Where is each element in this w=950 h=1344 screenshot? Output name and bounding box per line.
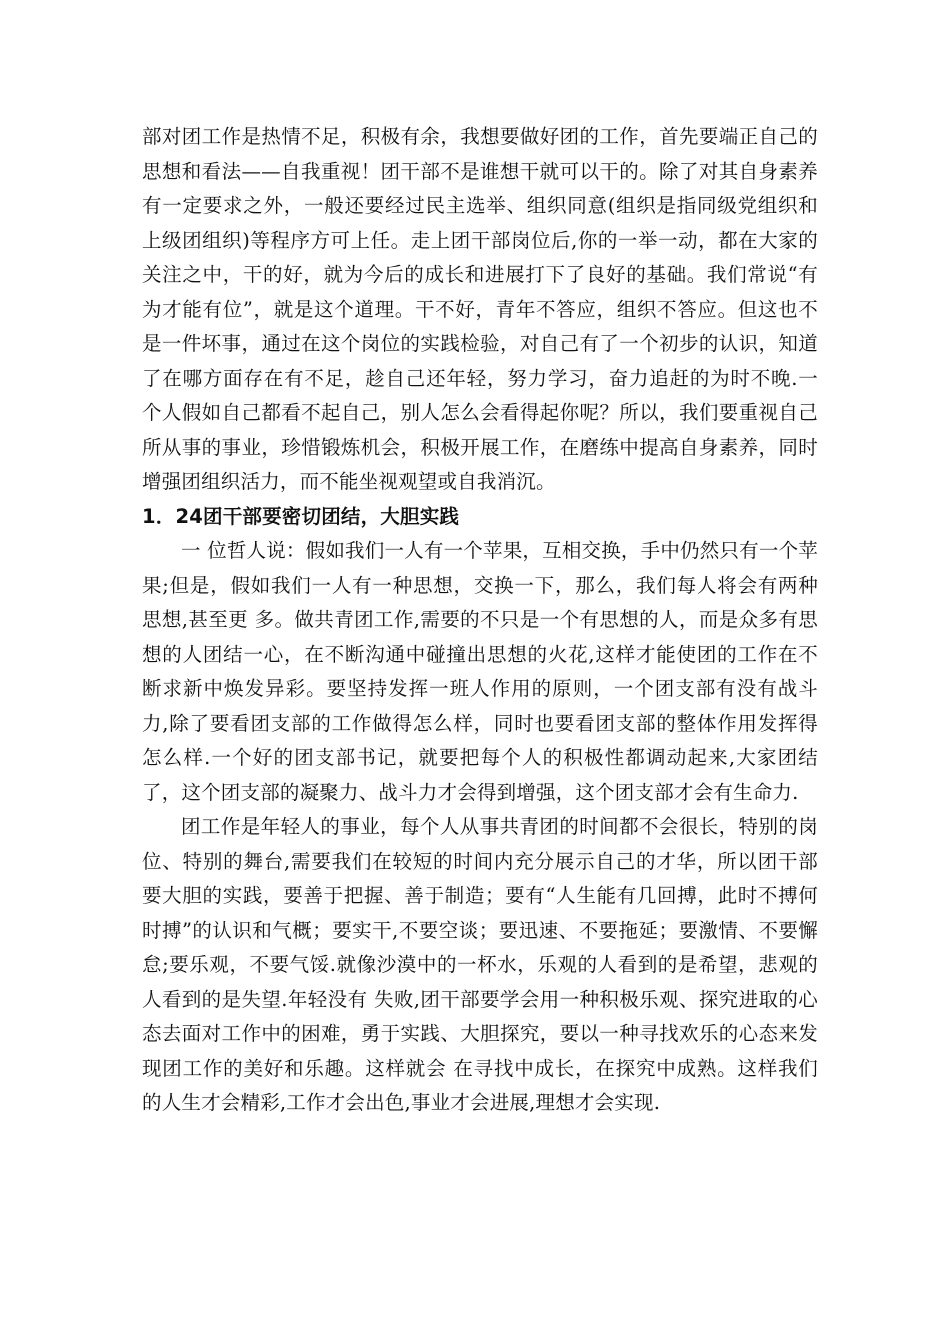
body-paragraph: 团工作是年轻人的事业，每个人从事共青团的时间都不会很长，特别的岗位、特别的舞台,需要我们在较短的时间内充分展示自己的才华，所以团干部要大胆的实践，要善于把握、善于制造；要有“人生能有几回搏，此时不搏何时搏”的认识和气概；要实干,不要空谈；要迅速、不要拖延；要激情、不要懈怠;要乐观，不要气馁.就像沙漠中的一杯水，乐观的人看到的是希望，悲观的人看到的是失望.年轻没有 失败,团干部要学会用一种积极乐观、探究进取的心态去面对工作中的困难，勇于实践、大胆探究，要以一种寻找欢乐的心态来发现团工作的美好和乐趣。这样就会 在寻找中成长，在探究中成熟。这样我们的人生才会精彩,工作才会出色,事业才会进展,理想才会实现. bbox=[142, 815, 818, 1114]
section-heading: 1．24团干部要密切团结，大胆实践 bbox=[142, 504, 460, 528]
document-body bbox=[142, 120, 818, 1121]
body-paragraph: 一 位哲人说：假如我们一人有一个苹果，互相交换，手中仍然只有一个苹果;但是，假如我们一人有一种思想，交换一下，那么，我们每人将会有两种思想,甚至更 多。做共青团工作,需要的不只是一个有思想的人，而是众多有思想的人团结一心，在不断沟通中碰撞出思想的火花,这样才能使团的工作在不断求新中焕发异彩。要坚持发挥一班人作用的原则，一个团支部有没有战斗力,除了要看团支部的工作做得怎么样，同时也要看团支部的整体作用发挥得怎么样.一个好的团支部书记，就要把每个人的积极性都调动起来,大家团结了，这个团支部的凝聚力、战斗力才会得到增强，这个团支部才会有生命力. bbox=[142, 539, 818, 804]
body-paragraph: 部对团工作是热情不足，积极有余，我想要做好团的工作，首先要端正自己的思想和看法——自我重视！团干部不是谁想干就可以干的。除了对其自身素养有一定要求之外，一般还要经过民主选举、组织同意(组织是指同级党组织和上级团组织)等程序方可上任。走上团干部岗位后,你的一举一动，都在大家的关注之中，干的好，就为今后的成长和进展打下了良好的基础。我们常说“有为才能有位”，就是这个道理。干不好，青年不答应，组织不答应。但这也不是一件坏事，通过在这个岗位的实践检验，对自己有了一个初步的认识，知道了在哪方面存在有不足，趁自己还年轻，努力学习，奋力追赶的为时不晚.一个人假如自己都看不起自己，别人怎么会看得起你呢？所以，我们要重视自己所从事的事业，珍惜锻炼机会，积极开展工作，在磨练中提高自身素养，同时增强团组织活力，而不能坐视观望或自我消沉。 bbox=[142, 125, 818, 493]
